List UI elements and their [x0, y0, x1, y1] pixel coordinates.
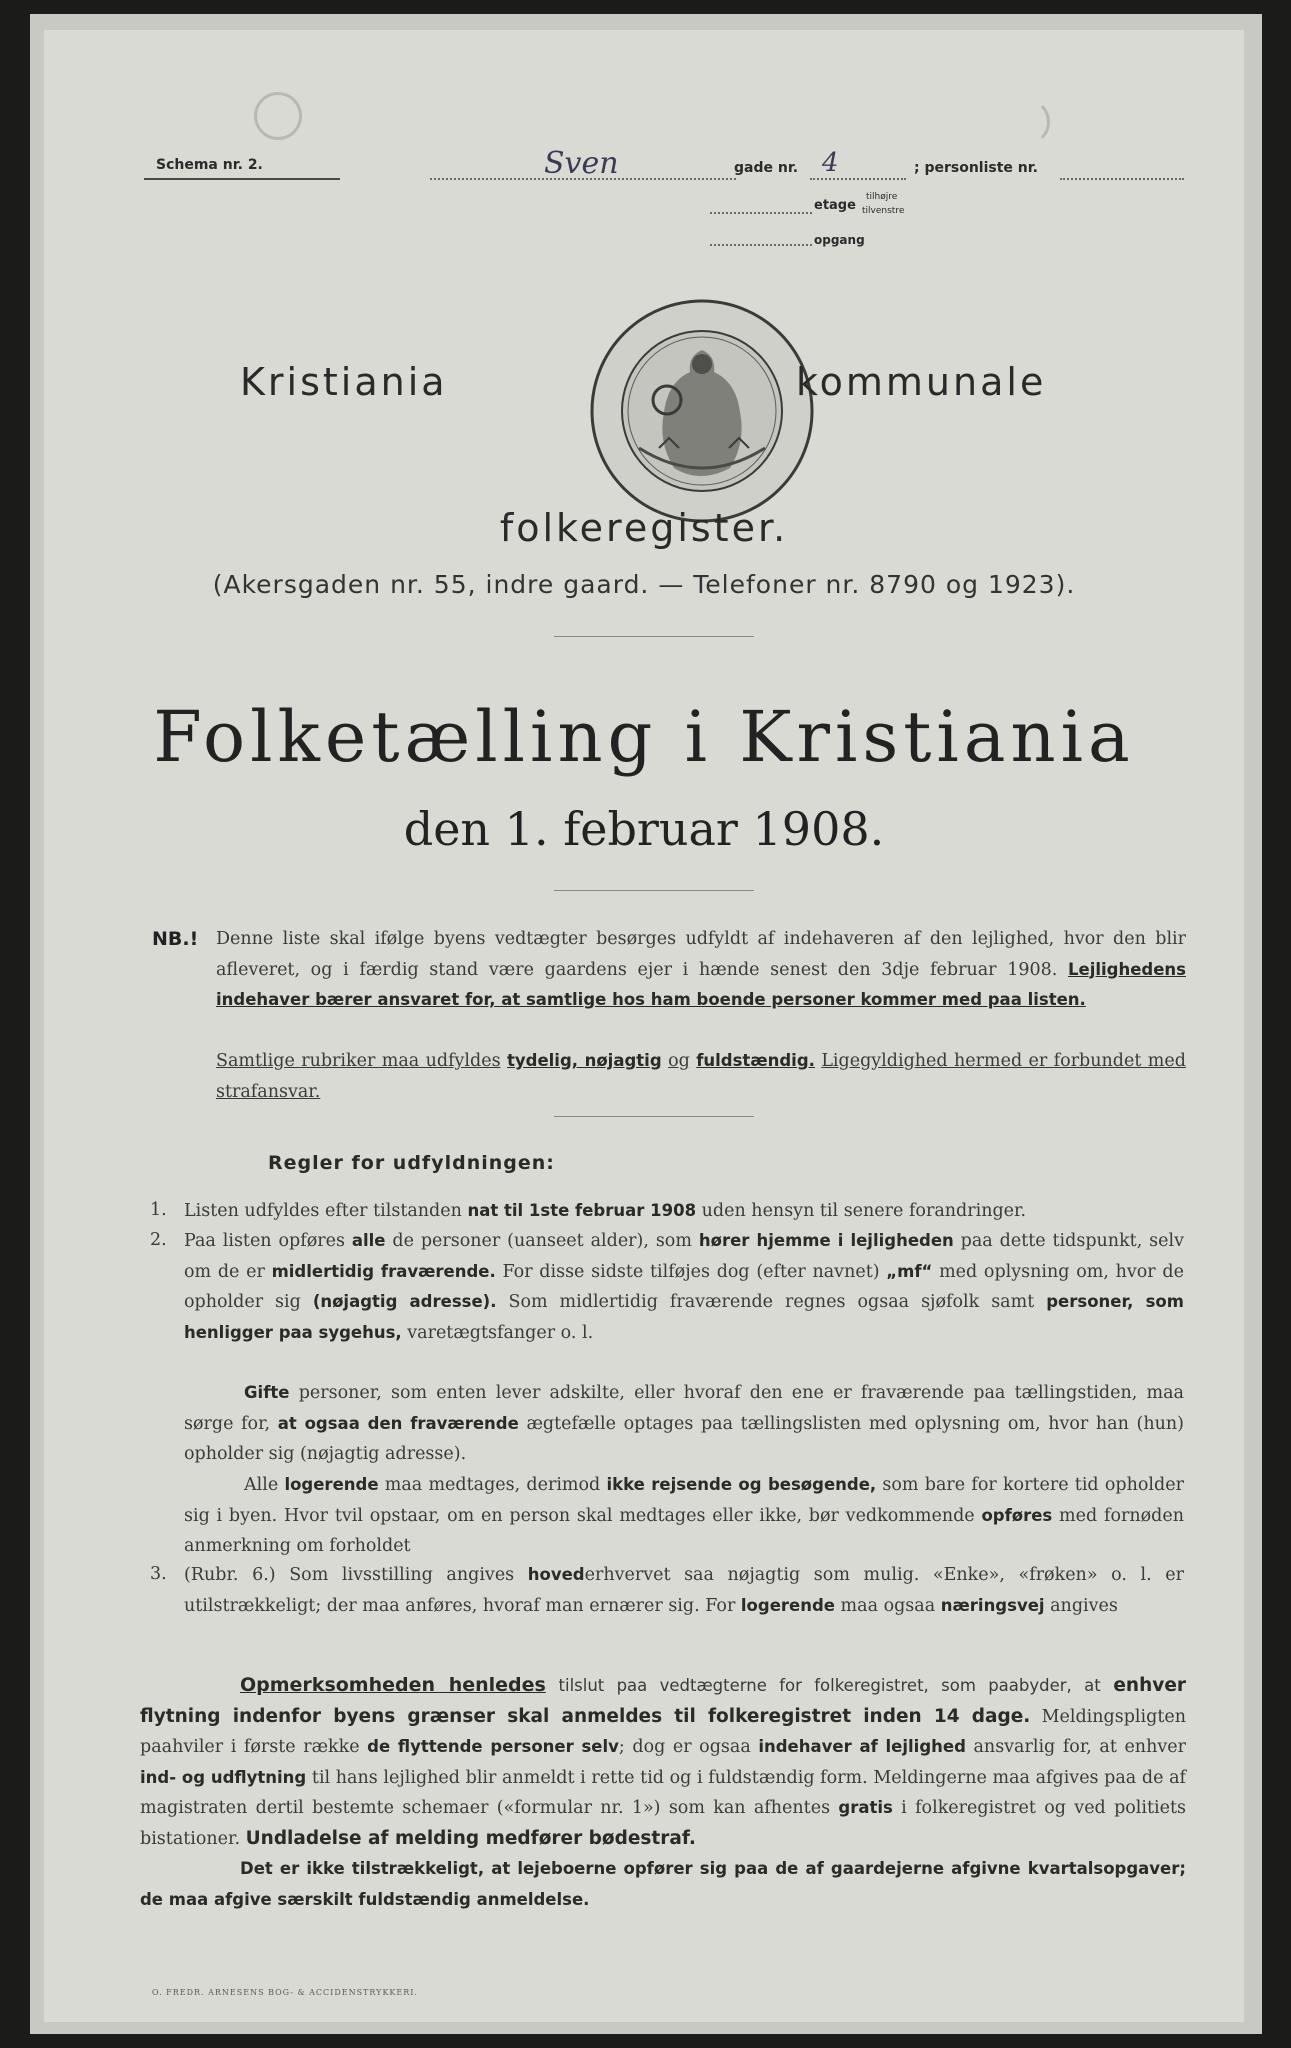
rule-2-s: logerende: [284, 1475, 379, 1494]
nb-text-6: fuldstændig.: [696, 1051, 815, 1070]
rule-2-h: „mf“: [886, 1261, 933, 1281]
rule-2-k: Som midlertidig fraværende regnes ogsaa sjøfolk samt: [508, 1292, 1035, 1312]
rule-2-c: de personer (uanseet alder), som: [392, 1231, 692, 1251]
rule-3-f: næringsvej: [940, 1595, 1045, 1615]
nb-text-3: Samtlige rubriker maa udfyldes: [216, 1051, 501, 1071]
punch-hole-right: [1002, 98, 1050, 146]
rule-2-t: maa medtages, derimod: [384, 1475, 601, 1495]
tilvenstre-label: tilvenstre: [862, 206, 905, 216]
notice-f: ; dog er ogsaa: [618, 1737, 751, 1757]
notice-paragraph: [140, 1670, 1186, 1854]
rule-1-c: uden hensyn til senere forandringer.: [701, 1201, 1027, 1221]
personliste-line: [1060, 178, 1184, 180]
punch-hole-left: [254, 92, 302, 140]
gade-number-handwritten: 4: [822, 148, 839, 178]
rule-1-text: [184, 1196, 1184, 1227]
etage-label: etage: [814, 198, 856, 213]
office-address: (Akersgaden nr. 55, indre gaard. — Telefoner nr. 8790 og 1923).: [212, 570, 1076, 599]
rule-2-r: Alle: [244, 1475, 279, 1495]
census-form-page: [44, 30, 1244, 2022]
rule-3-b: hoved: [527, 1565, 585, 1584]
office-right-word: kommunale: [796, 360, 1047, 404]
office-line2: folkeregister.: [499, 506, 789, 550]
rule-2-l: personer, som henligger paa sygehus,: [184, 1292, 1184, 1342]
notice-e: de flyttende personer selv: [367, 1737, 619, 1756]
nb-text-2: Lejlighedens indehaver bærer ansvaret for, at samtlige hos ham boende personer kommer med paa listen.: [216, 959, 1186, 1009]
rule-2-n: Gifte: [244, 1383, 290, 1402]
rule-2-e: paa dette tidspunkt, selv om de er: [184, 1231, 1184, 1282]
gade-number-line: [810, 178, 906, 180]
notice-g: indehaver af lejlighed: [758, 1737, 966, 1756]
nb-text-4: tydelig, nøjagtig: [506, 1051, 662, 1070]
rule-2-u: ikke rejsende og besøgende,: [606, 1475, 877, 1494]
tilhojre-label: tilhøjre: [866, 192, 898, 202]
notice-j: til hans lejlighed blir anmeldt i rette tid og i fuldstændig form. Meldingerne maa afgives paa de af magistraten dertil bestemte schemaer («formular nr. 1») som kan afhentes: [140, 1767, 1186, 1818]
printer-credit: O. FREDR. ARNESENS BOG- & ACCIDENSTRYKKERI.: [152, 1988, 418, 1997]
rule-1-a: Listen udfyldes efter tilstanden: [184, 1201, 462, 1221]
opgang-line: [710, 244, 812, 246]
schema-number: Schema nr. 2.: [156, 157, 263, 173]
kristiania-seal-logo: [589, 298, 815, 524]
notice-m: Undladelse af melding medfører bødestraf.: [245, 1827, 696, 1849]
office-left-word: Kristiania: [240, 360, 448, 404]
divider-mid: [554, 890, 754, 891]
schema-underline: [144, 178, 340, 180]
rule-3-d: logerende: [740, 1595, 835, 1615]
notice-final: Det er ikke tilstrækkeligt, at lejeboerne opfører sig paa de af gaardejerne afgivne kvartalsopgaver; de maa afgive særskilt fuldstændig anmeldelse.: [140, 1859, 1186, 1909]
rule-2-a: Paa listen opføres: [184, 1231, 345, 1251]
divider-top: [554, 636, 754, 637]
rule-3-number: 3.: [150, 1564, 167, 1584]
notice-k: gratis: [838, 1798, 893, 1817]
notice-a: Opmerksomheden henledes: [240, 1674, 546, 1696]
rule-2-q: ægtefælle optages paa tællingslisten med oplysning om, hvor han (hun) opholder sig (nøjagtig adresse).: [184, 1413, 1184, 1464]
opgang-label: opgang: [814, 233, 865, 247]
notice-h: ansvarlig for, at enhver: [973, 1737, 1186, 1757]
rule-2-text: [184, 1226, 1184, 1348]
rule-2-w: opføres: [981, 1505, 1053, 1525]
rule-2-m: varetægtsfanger o. l.: [407, 1322, 594, 1343]
rule-3-text: [184, 1560, 1184, 1621]
rule-1-number: 1.: [150, 1200, 167, 1220]
notice-l: i folkeregistret og ved politiets bistationer.: [140, 1798, 1186, 1849]
nb-text-1: Denne liste skal ifølge byens vedtægter besørges udfyldt af indehaveren af den lejlighed, hvor den blir afleveret, og i færdig stand være gaardens ejer i hænde senest den 3dje februar 1908.: [216, 929, 1186, 980]
rule-2-logerende: [184, 1470, 1184, 1562]
notice-d: Meldingspligten paahviler i første række: [140, 1706, 1186, 1757]
notice-c: enhver flytning indenfor byens grænser skal anmeldes til folkeregistret inden 14 dage.: [140, 1675, 1186, 1727]
street-name-handwritten: Sven: [544, 146, 619, 181]
nb-text-7: Ligegyldighed hermed er forbundet med strafansvar.: [216, 1051, 1186, 1102]
rule-3-e: maa ogsaa: [840, 1595, 936, 1616]
rule-3-a: (Rubr. 6.) Som livsstilling angives: [184, 1565, 515, 1585]
rule-1-b: nat til 1ste februar 1908: [467, 1201, 697, 1220]
rule-2-gifte: [184, 1378, 1184, 1470]
notice-b: tilslut paa vedtægterne for folkeregistret, som paabyder, at: [558, 1676, 1101, 1695]
rule-2-b: alle: [351, 1231, 386, 1250]
rule-2-x: med fornøden anmerkning om forholdet: [184, 1505, 1184, 1556]
rule-2-d: hører hjemme i lejligheden: [698, 1231, 954, 1250]
rule-3-c: erhvervet saa nøjagtig som mulig. «Enke», «frøken» o. l. er utilstrækkeligt; der maa anføres, hvoraf man ernærer sig. For: [184, 1565, 1184, 1616]
census-date: den 1. februar 1908.: [403, 802, 885, 856]
nb-paragraph: [216, 924, 1186, 1016]
personliste-label: ; personliste nr.: [914, 160, 1038, 176]
rule-2-number: 2.: [150, 1230, 167, 1250]
rule-2-f: midlertidig fraværende.: [271, 1261, 496, 1281]
rule-2-v: som bare for kortere tid opholder sig i byen. Hvor tvil opstaar, om en person skal medtages eller ikke, bør vedkommende: [184, 1475, 1184, 1526]
nb-text-5: og: [668, 1051, 690, 1071]
rule-2-o: personer, som enten lever adskilte, eller hvoraf den ene er fraværende paa tællingstiden, maa sørge for,: [184, 1383, 1184, 1434]
rule-2-i: med oplysning om, hvor de opholder sig: [184, 1261, 1184, 1312]
nb-label: NB.!: [152, 928, 199, 950]
rule-2-p: at ogsaa den fraværende: [277, 1413, 519, 1433]
nb-paragraph-2: [216, 1046, 1186, 1107]
gade-label: gade nr.: [734, 160, 799, 176]
rule-2-g: For disse sidste tilføjes dog (efter navnet): [502, 1261, 880, 1282]
census-title: Folketælling i Kristiania: [153, 696, 1135, 778]
rule-3-g: angives: [1050, 1595, 1118, 1616]
notice-i: ind- og udflytning: [140, 1767, 307, 1787]
divider-rules: [554, 1116, 754, 1117]
rule-2-j: (nøjagtig adresse).: [312, 1292, 497, 1311]
etage-line: [710, 212, 812, 214]
rules-heading: Regler for udfyldningen:: [268, 1152, 555, 1174]
